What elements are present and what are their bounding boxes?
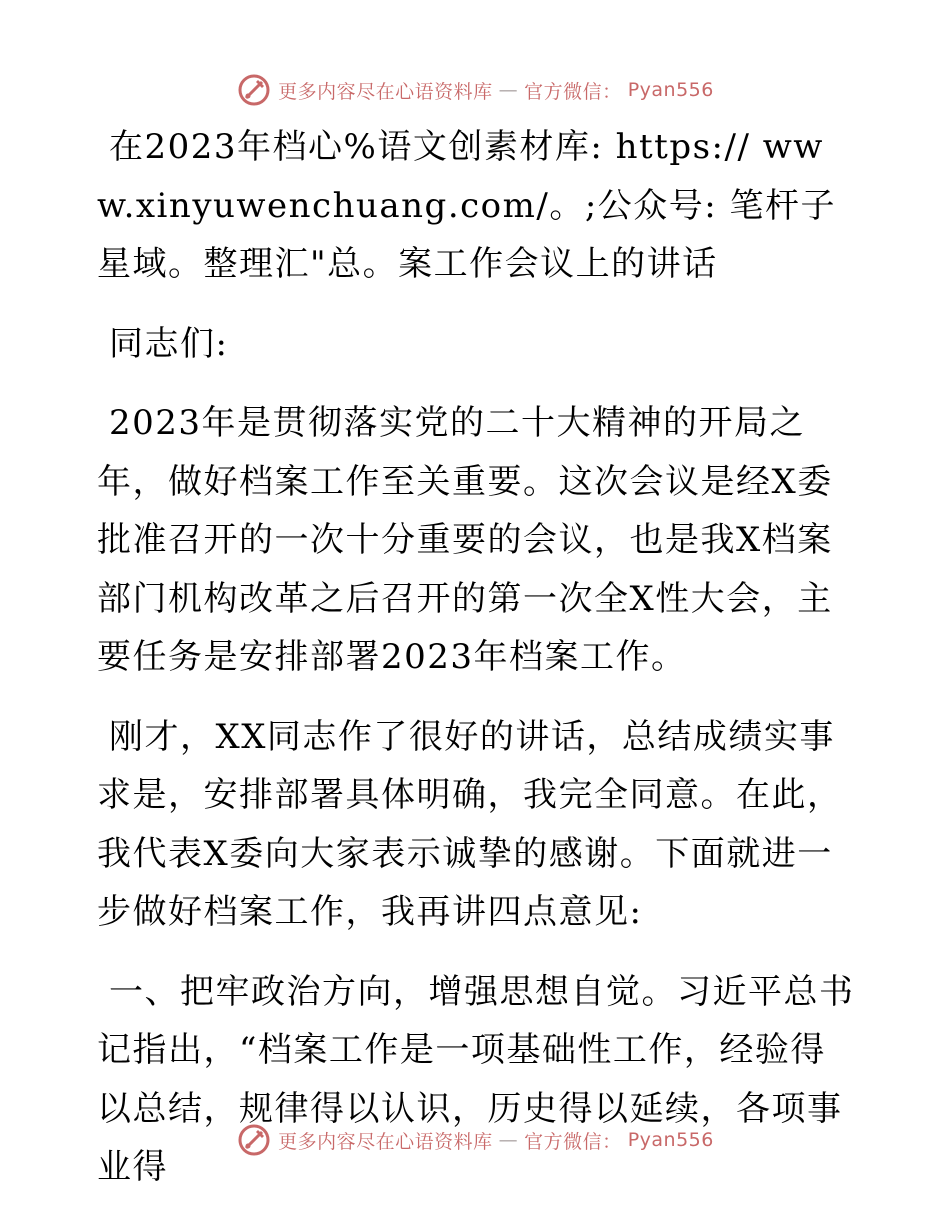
- footer-separator: —: [498, 1129, 519, 1151]
- footer-watermark-banner: [0, 1120, 950, 1160]
- paragraph-remarks: 刚才，XX同志作了很好的讲话，总结成绩实事求是，安排部署具体明确，我完全同意。在此，我代表X委向大家表示诚挚的感谢。下面就进一步做好档案工作，我再讲四点意见:: [97, 716, 843, 932]
- header-watermark-banner: [0, 70, 950, 110]
- paragraph-intro: 2023年是贯彻落实党的二十大精神的开局之年，做好档案工作至关重要。这次会议是经X委批准召开的一次十分重要的会议，也是我X档案部门机构改革之后召开的第一次全X性大会，主要任务是安排部署2023年档案工作。: [97, 403, 833, 677]
- paragraph-greeting: 同志们:: [109, 323, 229, 364]
- header-separator: —: [498, 79, 519, 101]
- paragraph-point-one: 一、把牢政治方向，增强思想自觉。习近平总书记指出，“档案工作是一项基础性工作，经验得以总结，规律得以认识，历史得以延续，各项事业得: [97, 971, 855, 1187]
- pen-logo-icon: [236, 1122, 272, 1158]
- document-body: [97, 118, 857, 1218]
- footer-wechat-id: Pyan556: [627, 1129, 714, 1151]
- document-title-paragraph: 在2023年档心%语文创素材库: https:// www.xinyuwenchuang.com/。;公众号: 笔杆子星域。整理汇"总。案工作会议上的讲话: [97, 127, 837, 284]
- header-brand-text: 更多内容尽在心语资料库: [278, 80, 493, 103]
- header-wechat-id: Pyan556: [627, 79, 714, 101]
- footer-brand-text: 更多内容尽在心语资料库: [278, 1130, 493, 1153]
- pen-logo-icon: [236, 72, 272, 108]
- footer-wechat-label: 官方微信：: [524, 1130, 622, 1153]
- header-wechat-label: 官方微信：: [524, 80, 622, 103]
